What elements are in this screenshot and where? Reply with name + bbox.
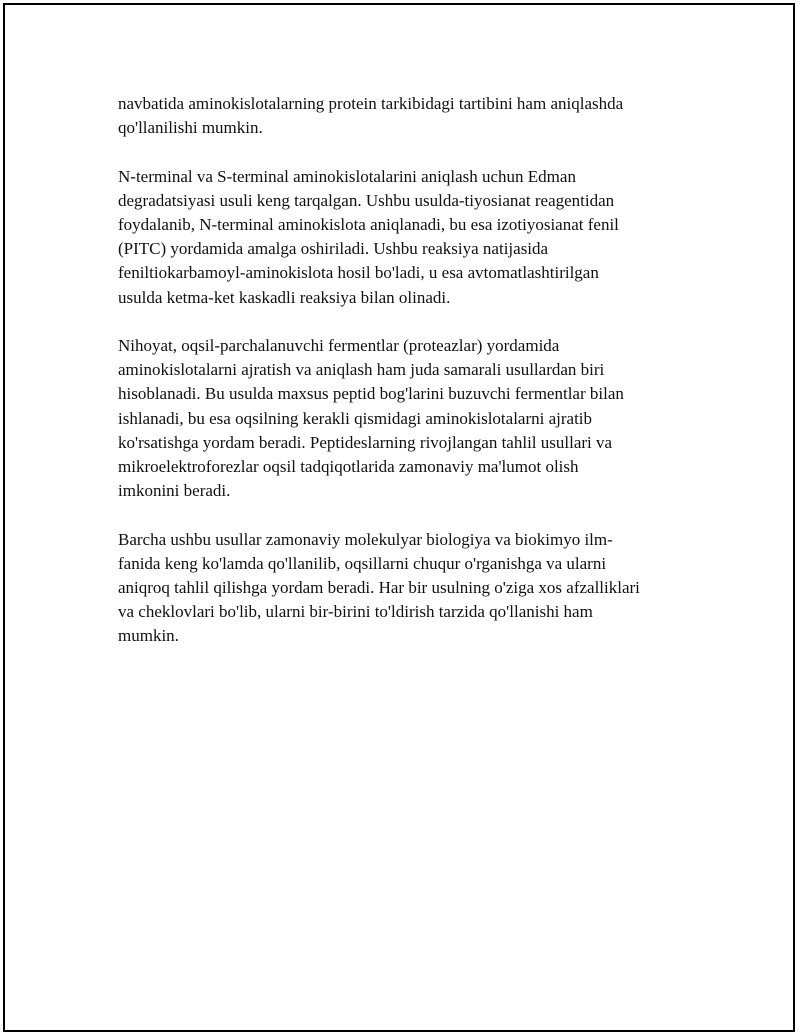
text-line: aniqroq tahlil qilishga yordam beradi. Har bir usulning o'ziga xos afzalliklari [118,578,640,598]
text-line: (PITC) yordamida amalga oshiriladi. Ushbu reaksiya natijasida [118,239,549,259]
text-line: mumkin. [118,626,179,646]
text-line: foydalanib, N-terminal aminokislota aniqlanadi, bu esa izotiyosianat fenil [118,215,619,234]
text-line: mikroelektroforezlar oqsil tadqiqotlarida zamonaviy ma'lumot olish [118,457,579,477]
paragraph-1 [118,92,688,140]
text-line: ko'rsatishga yordam beradi. Peptideslarning rivojlangan tahlil usullari va [118,432,613,452]
text-line: degradatsiyasi usuli keng tarqalgan. Ushbu usulda-tiyosianat reagentidan [118,190,615,210]
text-line: Barcha ushbu usullar zamonaviy molekulyar biologiya va biokimyo ilm- [118,529,613,549]
text-line: feniltiokarbamoyl-aminokislota hosil bo'ladi, u esa avtomatlashtirilgan [118,263,599,283]
text-line: imkonini beradi. [118,481,231,501]
paragraph-4 [118,528,688,649]
text-line: va cheklovlari bo'lib, ularni bir-birini to'ldirish tarzida qo'llanishi ham [118,602,593,622]
text-line: aminokislotalarni ajratish va aniqlash ham juda samarali usullardan biri [118,360,605,380]
paragraph-3 [118,334,688,503]
text-line: N-terminal va S-terminal aminokislotalarini aniqlash uchun Edman [118,166,576,186]
text-line: ishlanadi, bu esa oqsilning kerakli qismidagi aminokislotalarni ajratib [118,408,593,428]
text-line: Nihoyat, oqsil-parchalanuvchi fermentlar (proteazlar) yordamida [118,336,560,355]
document-body [118,92,688,673]
text-line: qo'llanilishi mumkin. [118,118,263,138]
paragraph-2 [118,165,688,310]
text-line: hisoblanadi. Bu usulda maxsus peptid bog'larini buzuvchi fermentlar bilan [118,384,624,404]
text-line: usulda ketma-ket kaskadli reaksiya bilan olinadi. [118,287,451,307]
text-line: navbatida aminokislotalarning protein tarkibidagi tartibini ham aniqlashda [118,94,624,113]
text-line: fanida keng ko'lamda qo'llanilib, oqsillarni chuqur o'rganishga va ularni [118,553,607,573]
